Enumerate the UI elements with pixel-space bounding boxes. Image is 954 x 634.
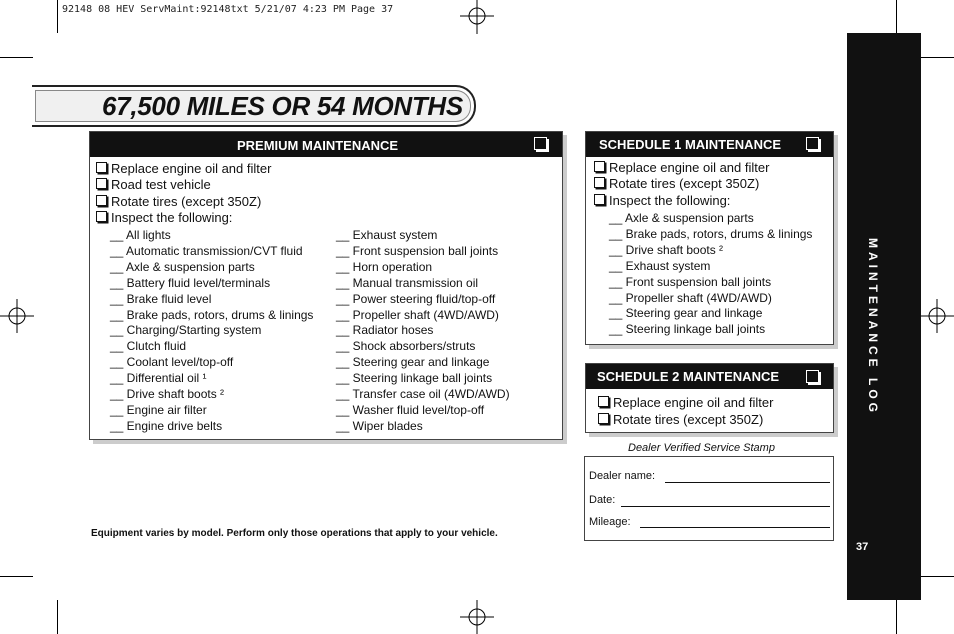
premium-inspect-item-label: __ Engine drive belts bbox=[110, 418, 223, 433]
print-slug: 92148 08 HEV ServMaint:92148txt 5/21/07 4:23 PM Page 37 bbox=[62, 4, 394, 15]
page-number: 37 bbox=[856, 541, 869, 553]
premium-header bbox=[90, 132, 562, 157]
checkbox-icon bbox=[534, 137, 547, 150]
premium-inspect-item-label: __ Axle & suspension parts bbox=[110, 259, 255, 274]
premium-item[interactable] bbox=[96, 177, 211, 192]
registration-mark-left bbox=[0, 299, 34, 333]
premium-item-label: Rotate tires (except 350Z) bbox=[111, 193, 262, 209]
side-tab bbox=[847, 33, 921, 600]
crop-mark bbox=[921, 576, 954, 577]
premium-item[interactable] bbox=[96, 210, 232, 225]
mileage-label: Mileage: bbox=[589, 516, 631, 528]
premium-inspect-item-label: __ Radiator hoses bbox=[336, 323, 434, 338]
checkbox-icon[interactable] bbox=[96, 178, 107, 189]
premium-inspect-item bbox=[336, 292, 495, 306]
schedule1-inspect-item bbox=[609, 291, 772, 305]
premium-item-label: Inspect the following: bbox=[111, 209, 233, 225]
schedule1-item-label: Rotate tires (except 350Z) bbox=[609, 176, 760, 192]
premium-item-label: Road test vehicle bbox=[111, 177, 211, 193]
schedule1-inspect-item bbox=[609, 322, 765, 336]
premium-inspect-item bbox=[110, 419, 222, 433]
premium-inspect-item bbox=[336, 387, 510, 401]
checkbox-icon[interactable] bbox=[96, 195, 107, 206]
premium-inspect-item-label: __ Automatic transmission/CVT fluid bbox=[110, 243, 303, 258]
page-title: 67,500 MILES OR 54 MONTHS bbox=[102, 91, 463, 121]
schedule1-inspect-item bbox=[609, 259, 710, 273]
schedule2-item-label: Rotate tires (except 350Z) bbox=[613, 411, 764, 427]
premium-inspect-item bbox=[110, 387, 224, 401]
stamp-caption: Dealer Verified Service Stamp bbox=[628, 442, 775, 454]
premium-inspect-item-label: __ Engine air filter bbox=[110, 402, 207, 417]
schedule2-item[interactable] bbox=[598, 395, 773, 410]
schedule2-title: SCHEDULE 2 MAINTENANCE bbox=[597, 369, 780, 384]
premium-inspect-item-label: __ Brake fluid level bbox=[110, 291, 212, 306]
date-label: Date: bbox=[589, 494, 616, 506]
checkbox-icon[interactable] bbox=[594, 194, 605, 205]
footnote: Equipment varies by model. Perform only those operations that apply to your vehicle. bbox=[91, 528, 498, 539]
crop-mark bbox=[0, 576, 33, 577]
premium-inspect-item bbox=[336, 355, 489, 369]
checkbox-icon[interactable] bbox=[96, 162, 107, 173]
schedule1-inspect-item bbox=[609, 211, 754, 225]
premium-inspect-item-label: __ Wiper blades bbox=[336, 418, 423, 433]
premium-inspect-item bbox=[110, 339, 186, 353]
registration-mark-top bbox=[460, 0, 494, 34]
premium-inspect-item-label: __ Brake pads, rotors, drums & linings bbox=[110, 307, 314, 322]
premium-inspect-item bbox=[336, 244, 498, 258]
schedule1-item[interactable] bbox=[594, 193, 730, 208]
premium-inspect-item bbox=[110, 244, 303, 258]
premium-item[interactable] bbox=[96, 161, 271, 176]
schedule1-item[interactable] bbox=[594, 176, 759, 191]
crop-mark bbox=[0, 57, 33, 58]
schedule1-box bbox=[585, 131, 834, 345]
premium-inspect-item bbox=[110, 355, 233, 369]
schedule1-inspect-item-label: __ Exhaust system bbox=[609, 258, 711, 273]
schedule1-inspect-item-label: __ Front suspension ball joints bbox=[609, 274, 772, 289]
schedule1-inspect-item bbox=[609, 243, 723, 257]
premium-inspect-item bbox=[336, 371, 492, 385]
crop-mark bbox=[921, 57, 954, 58]
crop-mark bbox=[57, 600, 58, 634]
crop-mark bbox=[896, 600, 897, 634]
registration-mark-right bbox=[920, 299, 954, 333]
schedule1-item-label: Replace engine oil and filter bbox=[609, 160, 770, 175]
checkbox-icon[interactable] bbox=[96, 211, 107, 222]
premium-inspect-item-label: __ Washer fluid level/top-off bbox=[336, 402, 485, 417]
schedule2-box bbox=[585, 363, 834, 433]
schedule2-item-label: Replace engine oil and filter bbox=[613, 395, 774, 410]
premium-inspect-item bbox=[110, 292, 211, 306]
premium-inspect-item-label: __ All lights bbox=[110, 228, 171, 242]
premium-item-label: Replace engine oil and filter bbox=[111, 161, 272, 176]
mileage-field[interactable] bbox=[640, 527, 830, 528]
schedule2-item[interactable] bbox=[598, 412, 763, 427]
schedule1-inspect-item bbox=[609, 275, 771, 289]
dealer-name-field[interactable] bbox=[665, 482, 830, 483]
premium-inspect-item bbox=[110, 323, 261, 337]
premium-inspect-item bbox=[110, 403, 207, 417]
premium-inspect-item bbox=[336, 260, 432, 274]
schedule1-inspect-item-label: __ Axle & suspension parts bbox=[609, 211, 754, 225]
premium-inspect-item bbox=[110, 228, 171, 242]
premium-maintenance-box bbox=[89, 131, 563, 440]
premium-inspect-item-label: __ Transfer case oil (4WD/AWD) bbox=[336, 387, 510, 401]
page-title-banner bbox=[32, 85, 476, 127]
premium-inspect-item-label: __ Exhaust system bbox=[336, 228, 438, 242]
schedule1-inspect-item-label: __ Steering linkage ball joints bbox=[609, 322, 766, 337]
premium-inspect-item-label: __ Charging/Starting system bbox=[110, 323, 262, 338]
side-tab-label: MAINTENANCE LOG bbox=[866, 238, 880, 416]
premium-inspect-item bbox=[110, 260, 255, 274]
checkbox-icon bbox=[806, 137, 819, 150]
checkbox-icon[interactable] bbox=[594, 161, 605, 172]
premium-inspect-item-label: __ Front suspension ball joints bbox=[336, 243, 499, 258]
registration-mark-bottom bbox=[460, 600, 494, 634]
schedule1-inspect-item-label: __ Propeller shaft (4WD/AWD) bbox=[609, 290, 772, 305]
premium-inspect-item bbox=[110, 276, 270, 290]
schedule2-header bbox=[586, 364, 833, 389]
checkbox-icon bbox=[806, 370, 819, 383]
schedule1-inspect-item bbox=[609, 227, 812, 241]
premium-inspect-item bbox=[336, 403, 484, 417]
premium-inspect-item bbox=[336, 419, 423, 433]
premium-inspect-item-label: __ Manual transmission oil bbox=[336, 275, 479, 290]
schedule1-item[interactable] bbox=[594, 160, 769, 175]
premium-inspect-item-label: __ Drive shaft boots ² bbox=[110, 387, 225, 401]
premium-inspect-item bbox=[336, 308, 499, 322]
premium-inspect-item-label: __ Steering linkage ball joints bbox=[336, 371, 493, 386]
premium-inspect-item-label: __ Differential oil ¹ bbox=[110, 371, 207, 386]
premium-inspect-item-label: __ Propeller shaft (4WD/AWD) bbox=[336, 307, 499, 322]
premium-inspect-item bbox=[336, 323, 433, 337]
schedule1-inspect-item-label: __ Drive shaft boots ² bbox=[609, 242, 724, 257]
date-field[interactable] bbox=[621, 506, 830, 507]
checkbox-icon[interactable] bbox=[598, 413, 609, 424]
premium-inspect-item bbox=[336, 228, 437, 242]
schedule1-header bbox=[586, 132, 833, 157]
schedule1-inspect-item-label: __ Steering gear and linkage bbox=[609, 306, 763, 321]
premium-inspect-item-label: __ Horn operation bbox=[336, 259, 433, 274]
premium-item[interactable] bbox=[96, 194, 261, 209]
premium-inspect-item bbox=[336, 276, 478, 290]
premium-title: PREMIUM MAINTENANCE bbox=[237, 138, 399, 153]
premium-inspect-item bbox=[110, 308, 313, 322]
dealer-name-label: Dealer name: bbox=[589, 470, 656, 482]
premium-inspect-item-label: __ Power steering fluid/top-off bbox=[336, 291, 496, 306]
schedule1-inspect-item bbox=[609, 306, 762, 320]
premium-inspect-item-label: __ Battery fluid level/terminals bbox=[110, 275, 271, 290]
premium-inspect-item-label: __ Steering gear and linkage bbox=[336, 355, 490, 370]
crop-mark bbox=[896, 0, 897, 33]
premium-inspect-item-label: __ Clutch fluid bbox=[110, 339, 187, 354]
dealer-stamp-box bbox=[584, 456, 834, 541]
crop-mark bbox=[57, 0, 58, 33]
checkbox-icon[interactable] bbox=[594, 177, 605, 188]
premium-inspect-item-label: __ Shock absorbers/struts bbox=[336, 339, 476, 354]
schedule1-item-label: Inspect the following: bbox=[609, 192, 731, 208]
premium-inspect-item-label: __ Coolant level/top-off bbox=[110, 355, 234, 370]
checkbox-icon[interactable] bbox=[598, 396, 609, 407]
premium-inspect-item bbox=[336, 339, 475, 353]
premium-inspect-item bbox=[110, 371, 207, 385]
schedule1-title: SCHEDULE 1 MAINTENANCE bbox=[599, 137, 782, 152]
schedule1-inspect-item-label: __ Brake pads, rotors, drums & linings bbox=[609, 226, 813, 241]
